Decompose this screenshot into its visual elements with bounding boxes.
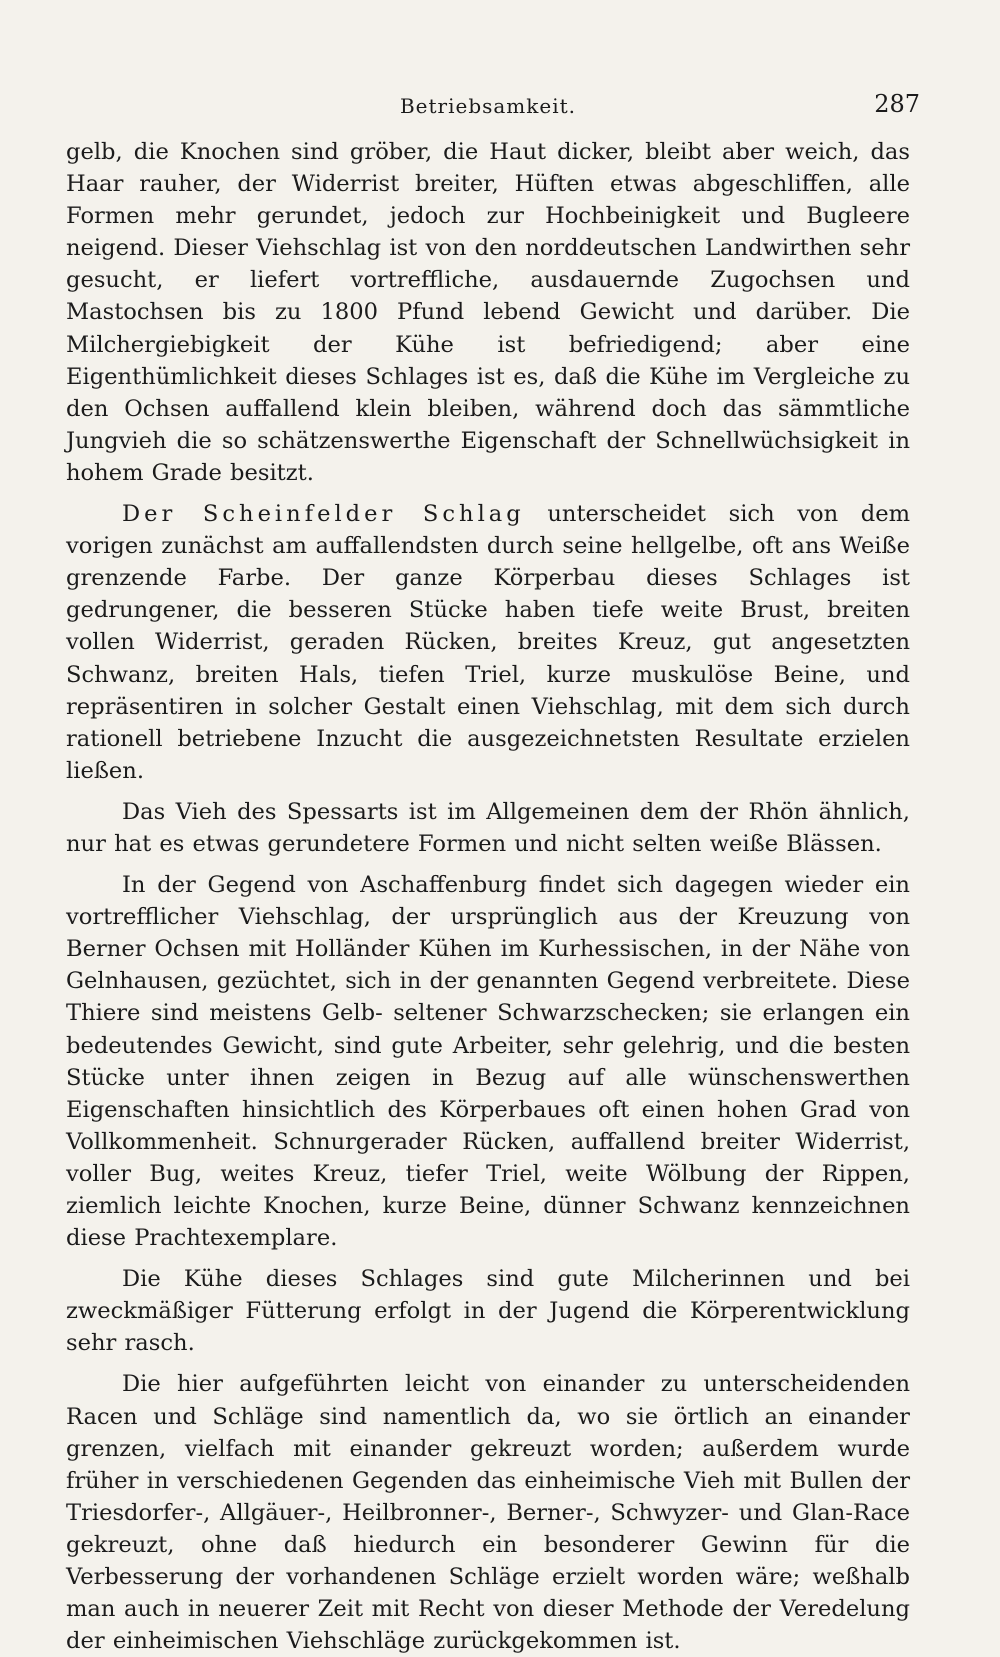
paragraph-6: Die hier aufgeführten leicht von einander zu unterscheidenden Racen und Schläge sind namentlich da, wo sie örtlich an einander grenzen, vielfach mit einander gekreuzt worden; außerdem wurde früher in verschiedenen Gegenden das einheimische Vieh mit Bullen der Triesdorfer-, Allgäuer-, Heilbronner-, Berner-, Schwyzer- und Glan-Race gekreuzt, ohne daß hiedurch ein besonderer Gewinn für die Verbesserung der vorhandenen Schläge erzielt worden wäre; weßhalb man auch in neuerer Zeit mit Recht von dieser Methode der Veredelung der einheimischen Viehschläge zurückgekommen ist. bbox=[66, 1371, 910, 1655]
paragraph-4: In der Gegend von Aschaffenburg findet sich dagegen wieder ein vortrefflicher Viehschlag, der ursprünglich aus der Kreuzung von Berner Ochsen mit Holländer Kühen im Kurhessischen, in der Nähe von Gelnhausen, gezüchtet, sich in der genannten Gegend verbreitete. Diese Thiere sind meistens Gelb- seltener Schwarzschecken; sie erlangen ein bedeutendes Gewicht, sind gute Arbeiter, sehr gelehrig, und die besten Stücke unter ihnen zeigen in Bezug auf alle wünschenswerthen Eigenschaften hinsichtlich des Körperbaues oft einen hohen Grad von Vollkommenheit. Schnurgerader Rücken, auffallend breiter Widerrist, voller Bug, weites Kreuz, tiefer Triel, weite Wölbung der Rippen, ziemlich leichte Knochen, kurze Beine, dünner Schwanz kennzeichnen diese Prachtexemplare. bbox=[66, 872, 910, 1252]
paragraph-5: Die Kühe dieses Schlages sind gute Milcherinnen und bei zweckmäßiger Fütterung erfolgt in der Jugend die Körperentwicklung sehr rasch. bbox=[66, 1266, 910, 1357]
paragraph-1: gelb, die Knochen sind gröber, die Haut dicker, bleibt aber weich, das Haar rauher, der Widerrist breiter, Hüften etwas abgeschliffen, alle Formen mehr gerundet, jedoch zur Hochbeinigkeit und Bugleere neigend. Dieser Viehschlag ist von den norddeutschen Landwirthen sehr gesucht, er liefert vortreffliche, ausdauernde Zugochsen und Mastochsen bis zu 1800 Pfund lebend Gewicht und darüber. Die Milchergiebigkeit der Kühe ist befriedigend; aber eine Eigenthümlichkeit dieses Schlages ist es, daß die Kühe im Vergleiche zu den Ochsen auffallend klein bleiben, während doch das sämmtliche Jungvieh die so schätzenswerthe Eigenschaft der Schnellwüchsigkeit in hohem Grade besitzt. bbox=[66, 139, 910, 486]
page-number: 287 bbox=[874, 90, 920, 118]
paragraph-2-text: unterscheidet sich von dem vorigen zunächst am auffallendsten durch seine hellgelbe, oft ans Weiße grenzende Farbe. Der ganze Körperbau dieses Schlages ist gedrungener, die besseren Stücke haben tiefe weite Brust, breiten vollen Widerrist, geraden Rücken, breites Kreuz, gut angesetzten Schwanz, breiten Hals, tiefen Triel, kurze muskulöse Beine, und repräsentiren in solcher Gestalt einen Viehschlag, mit dem sich durch rationell betriebene Inzucht die ausgezeichnetsten Resultate erzielen ließen. bbox=[66, 501, 910, 784]
running-title: Betriebsamkeit. bbox=[399, 94, 577, 118]
paragraph-3: Das Vieh des Spessarts ist im Allgemeinen dem der Rhön ähnlich, nur hat es etwas gerundetere Formen und nicht selten weiße Blässen. bbox=[66, 798, 910, 857]
paragraph-2-lead: Der Scheinfelder Schlag bbox=[122, 501, 525, 528]
page-header bbox=[66, 86, 920, 126]
paragraph-2 bbox=[66, 498, 910, 787]
body-text bbox=[66, 136, 910, 1657]
